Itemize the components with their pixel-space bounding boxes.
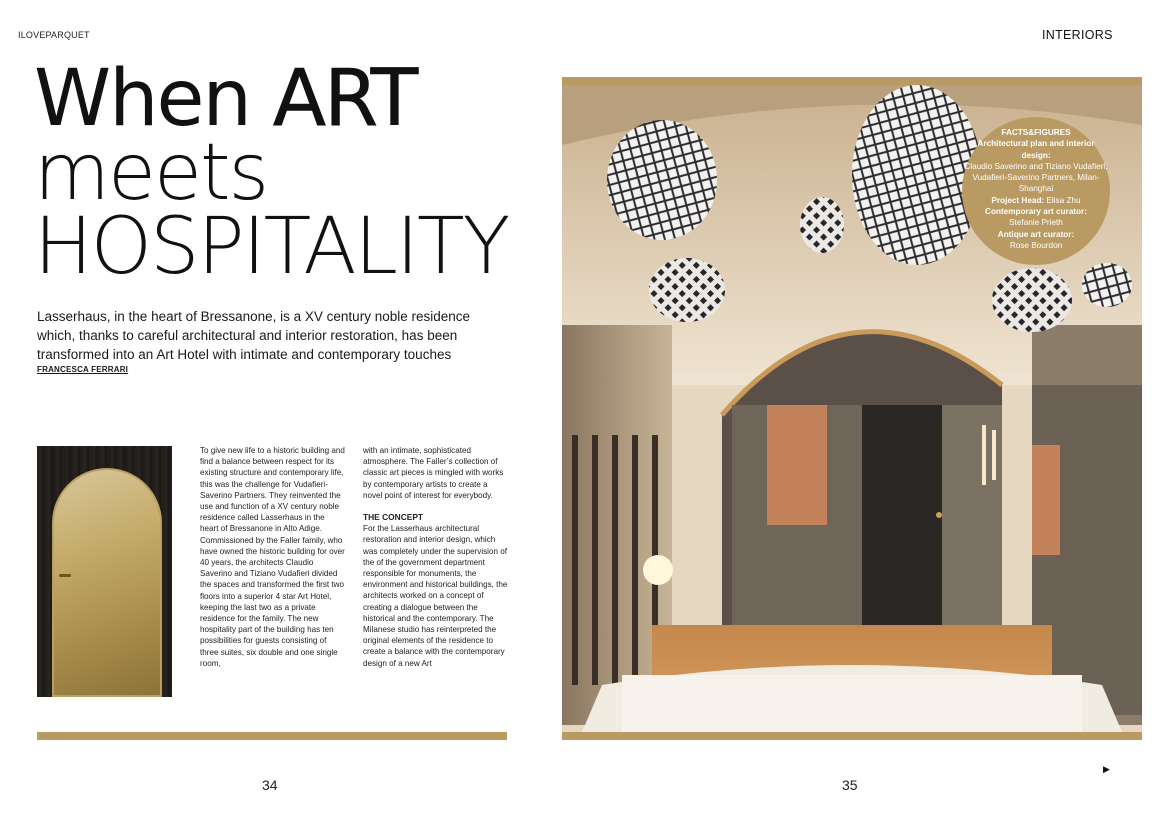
- facts-figures-badge: [962, 117, 1110, 265]
- running-header-magazine: ILOVEPARQUET: [18, 30, 90, 40]
- byline-author: FRANCESCA FERRARI: [37, 365, 129, 374]
- title-word-when: When: [34, 54, 273, 144]
- title-line-3: HOSPITALITY: [34, 202, 509, 292]
- page-number-right: 35: [842, 777, 858, 793]
- article-title: [34, 54, 534, 292]
- facts-head-label: Project Head:: [991, 195, 1045, 205]
- facts-antique-label: Antique art curator:: [997, 229, 1075, 239]
- arched-golden-door: [52, 468, 162, 697]
- facts-title: FACTS&FIGURES: [1001, 128, 1071, 137]
- facts-antique-value: Rose Bourdon: [1009, 240, 1063, 250]
- body-column-1: [200, 445, 345, 680]
- facts-contemporary-label: Contemporary art curator:: [985, 207, 1087, 217]
- door-handle: [59, 574, 71, 577]
- facts-design-label: Architectural plan and interior design:: [977, 139, 1095, 160]
- title-line-2: meets: [34, 128, 268, 218]
- facts-design-value: Claudio Saverino and Tiziano Vudafieri, Vudafieri-Saverino Partners, Milan-Shanghai: [964, 161, 1108, 194]
- facts-contemporary-value: Stefanie Prieth: [1009, 218, 1063, 228]
- section-heading-concept: THE CONCEPT: [363, 512, 424, 523]
- golden-door-photo: [37, 446, 172, 697]
- body-paragraph: with an intimate, sophisticated atmosphere. The Faller’s collection of classic art pieces is mingled with works by contemporary artists to create a novel point of interest for everybody.: [363, 446, 504, 500]
- body-paragraph: To give new life to a historic building and find a balance between respect for its existing structure and contemporary life, this was the challenge for Vudafieri-Saverino Partners. They reinvented the use and function of a XV century noble residence called Lasserhaus in the heart of Bressanone in Alto Adige. Commissioned by the Faller family, who have owned the historic building for over 40 years, the architects Claudio Saverino and Tiziano Vudafieri divided the spaces and transformed the first two floors into a superior 4 star Art Hotel, keeping the last two as a private residence for the family. The new hospitality part of the building has ten possibilities for guests consisting of three suites, six double and one single room,: [200, 446, 345, 668]
- page-number-left: 34: [262, 777, 278, 793]
- title-word-art: ART: [272, 54, 417, 144]
- gold-rule: [37, 732, 507, 740]
- body-column-2: [363, 445, 508, 680]
- title-line-1: [34, 54, 534, 144]
- facts-head-value: Elisa Zhu: [1046, 195, 1081, 205]
- body-paragraph: For the Lasserhaus architectural restoration and interior design, which was completely under the supervision of the of the government department responsible for monuments, the environment and historical buildings, the architects worked on a concept of creating a dialogue between the historical and the contemporary. The Milanese studio has reinterpreted the original elements of the residence to create a balance with the contemporary design of a new Art: [363, 524, 508, 668]
- standfirst: Lasserhaus, in the heart of Bressanone, is a XV century noble residence which, thanks to careful architectural and interior restoration, has been transformed into an Art Hotel with intimate and contemporary touches: [37, 309, 471, 362]
- running-header-section: INTERIORS: [1042, 28, 1113, 42]
- next-page-triangle-icon[interactable]: ▶: [1103, 764, 1110, 774]
